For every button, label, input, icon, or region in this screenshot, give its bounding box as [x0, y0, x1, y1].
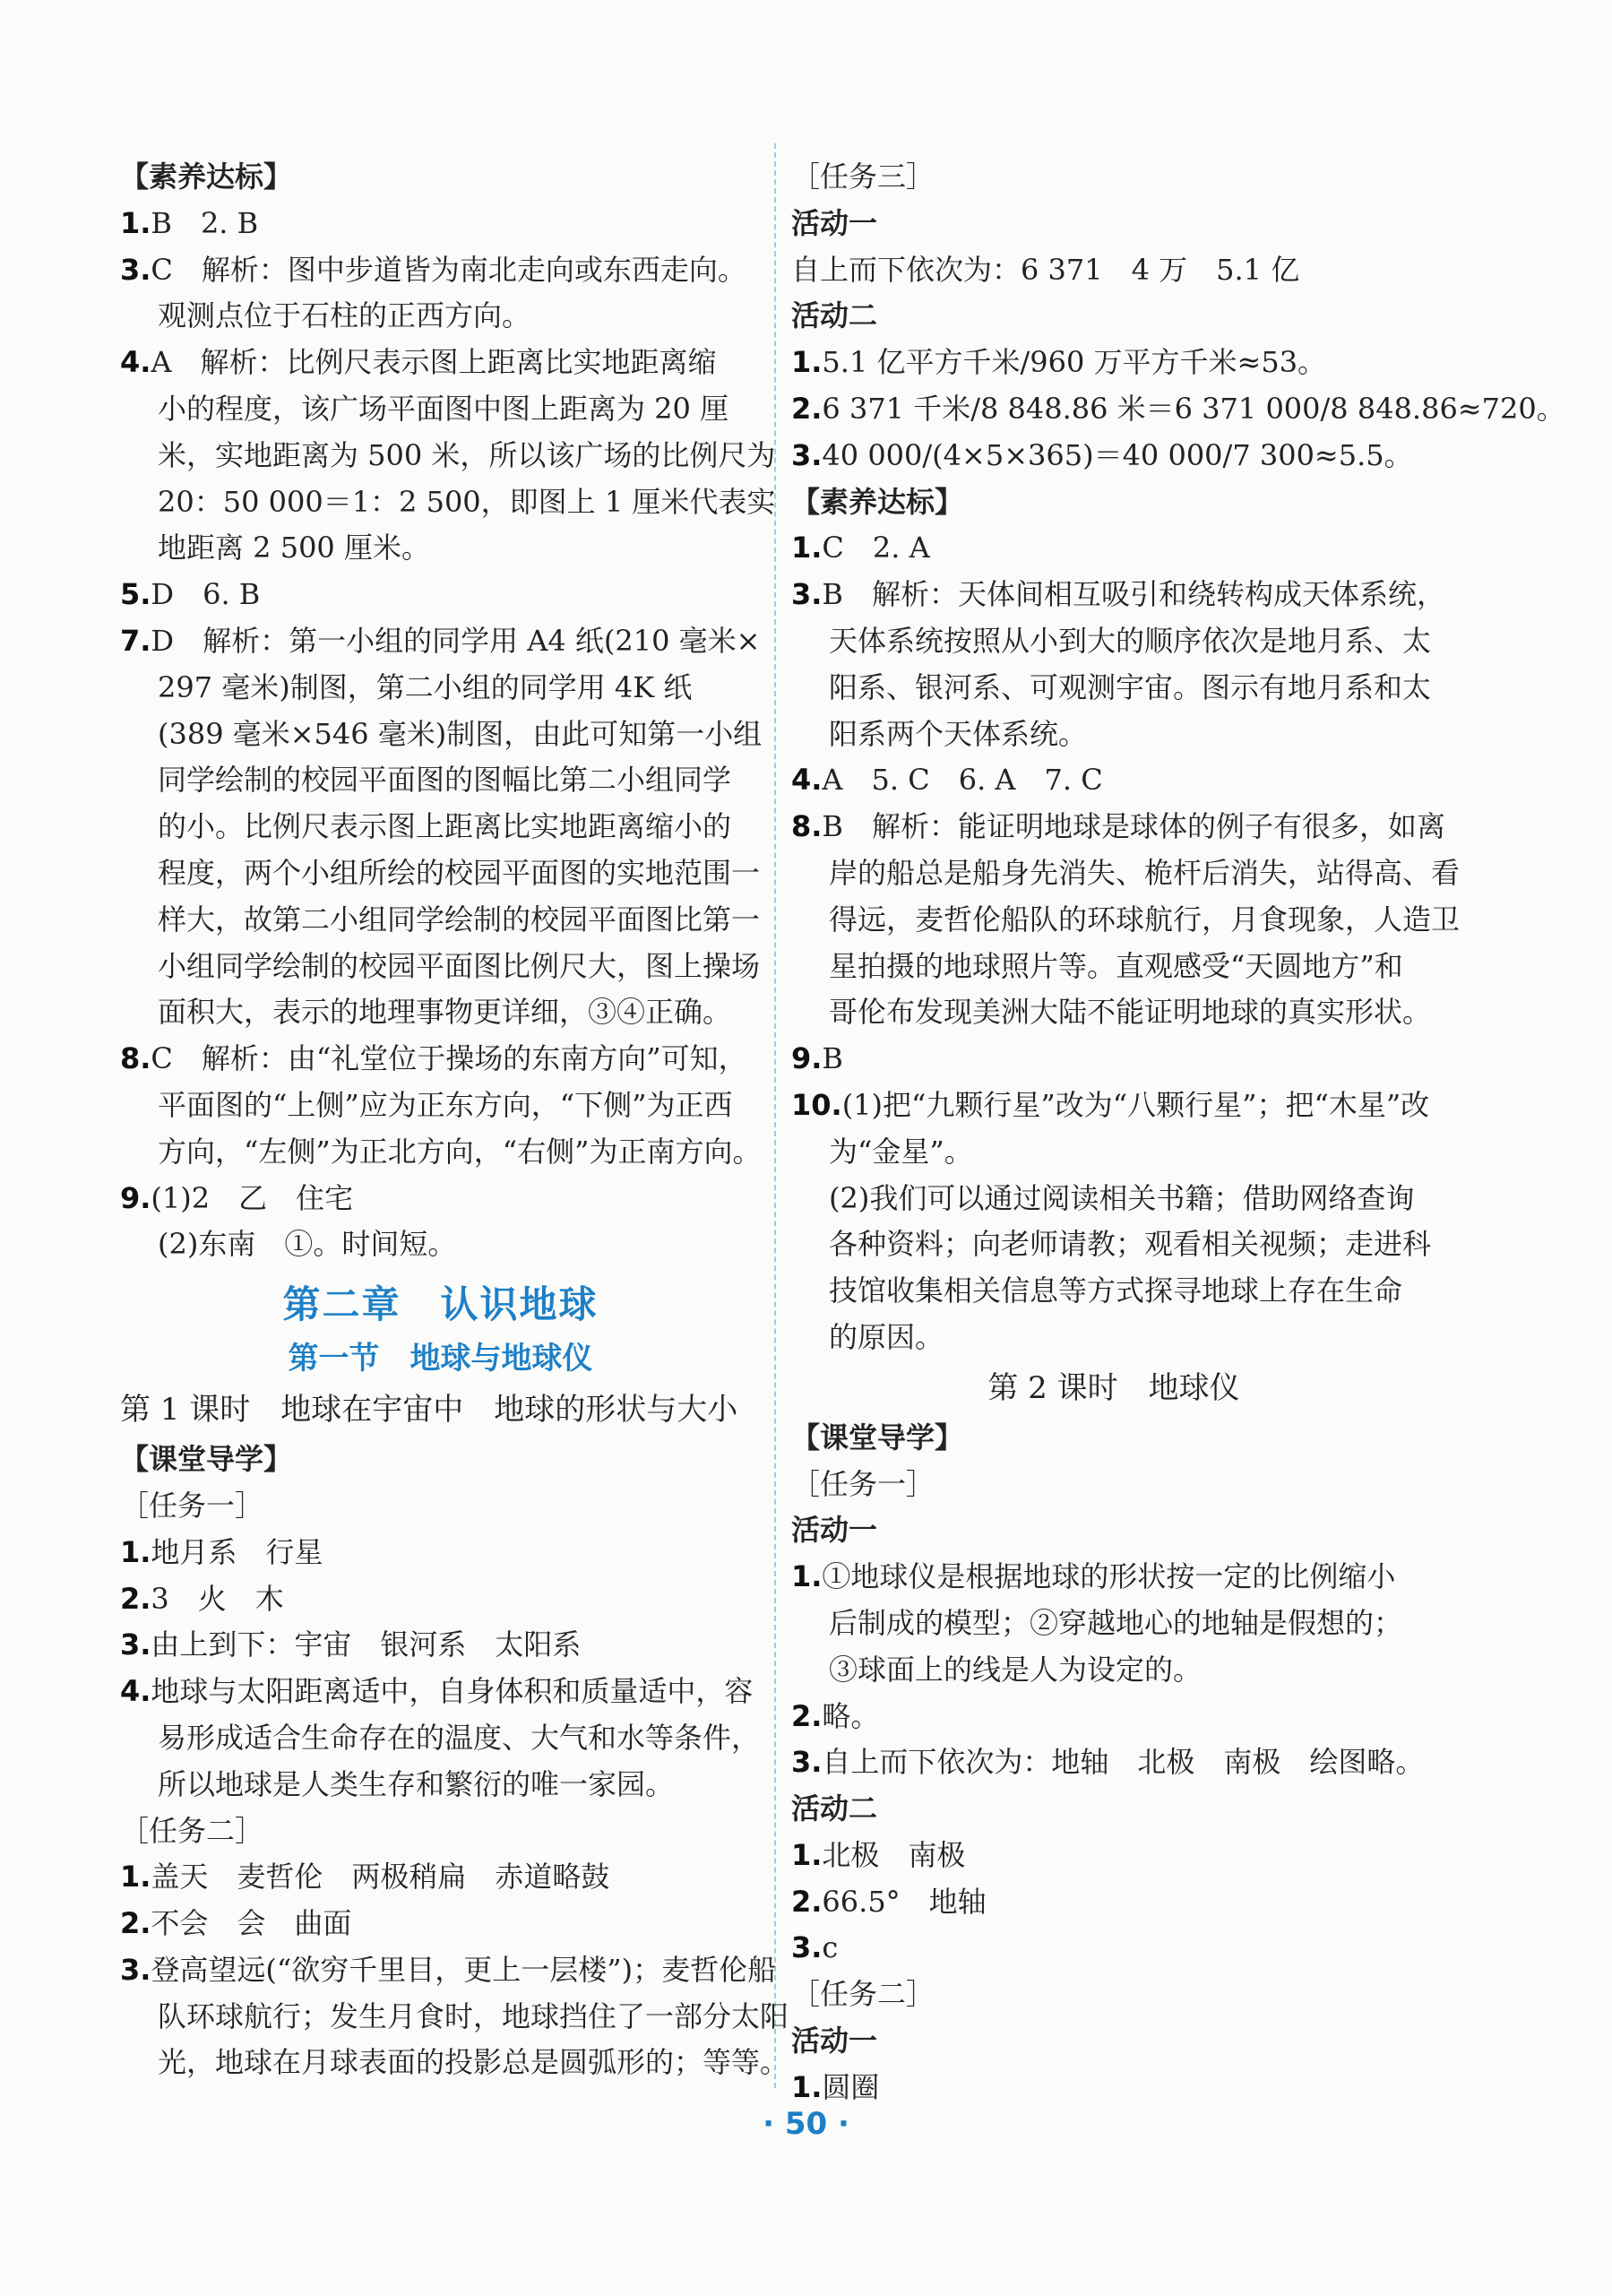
question-number: 2. — [120, 1906, 151, 1941]
answer-line — [120, 1176, 761, 1222]
answer-text: C 解析：图中步道皆为南北走向或东西走向。 — [151, 252, 746, 287]
answer-line — [120, 479, 776, 526]
answer-text: D 解析：第一小组的同学用 A4 纸(210 毫米× — [151, 623, 761, 658]
answer-text: 队环球航行；发生月食时，地球挡住了一部分太阳 — [158, 1998, 789, 2033]
answer-line — [791, 1268, 1436, 1315]
answer-line — [120, 1622, 761, 1669]
page-number: · 50 · — [763, 2106, 849, 2142]
task-heading: ［任务一］ — [120, 1488, 264, 1523]
answer-text: 的原因。 — [829, 1319, 944, 1354]
answer-text: 平面图的“上侧”应为正东方向，“下侧”为正西 — [158, 1087, 733, 1122]
question-number: 1. — [791, 2069, 823, 2104]
answer-line — [791, 757, 1436, 804]
answer-line — [120, 989, 761, 1036]
answer-text: ③球面上的线是人为设定的。 — [829, 1652, 1203, 1687]
answer-line — [120, 1083, 761, 1129]
answer-line — [120, 1854, 761, 1901]
question-number: 1. — [791, 1559, 823, 1594]
lesson-title: 第 2 课时 地球仪 — [987, 1369, 1240, 1406]
answer-text: 登高望远(“欲穷千里目，更上一层楼”)；麦哲伦船 — [151, 1952, 777, 1987]
activity-heading: 活动一 — [791, 2024, 878, 2059]
section-heading: 【课堂导学】 — [120, 1442, 293, 1477]
question-number: 5. — [120, 577, 151, 612]
answer-line — [791, 618, 1436, 665]
answer-line — [120, 1576, 761, 1623]
lesson-title: 第 1 课时 地球在宇宙中 地球的形状与大小 — [120, 1392, 738, 1429]
answer-line — [120, 618, 761, 665]
answer-line — [120, 804, 761, 850]
answer-line — [791, 944, 1436, 990]
answer-text: B 解析：能证明地球是球体的例子有很多，如离 — [822, 809, 1445, 844]
question-number: 3. — [120, 1627, 151, 1662]
question-number: 1. — [791, 531, 823, 565]
answer-line — [120, 1221, 761, 1268]
answer-text: 哥伦布发现美洲大陆不能证明地球的真实形状。 — [829, 995, 1432, 1030]
answer-text: 3 火 木 — [151, 1581, 284, 1616]
answer-text: 得远，麦哲伦船队的环球航行，月食现象，人造卫 — [829, 902, 1461, 937]
question-number: 2. — [791, 1884, 823, 1919]
answer-text: 为“金星”。 — [829, 1134, 973, 1169]
answer-text: C 解析：由“礼堂位于操场的东南方向”可知， — [151, 1041, 747, 1076]
question-number: 10. — [791, 1087, 842, 1122]
answer-text: 各种资料；向老师请教；观看相关视频；走进科 — [829, 1227, 1432, 1262]
answer-text: 北极 南极 — [822, 1837, 966, 1872]
task-heading: ［任务二］ — [791, 1977, 935, 2012]
answer-text: 5.1 亿平方千米/960 万平方千米≈53。 — [822, 345, 1327, 380]
answer-text: 样大，故第二小组同学绘制的校园平面图比第一 — [158, 902, 761, 937]
section-heading: 【课堂导学】 — [791, 1420, 964, 1454]
activity-heading: 活动二 — [791, 298, 878, 333]
answer-text: (2)我们可以通过阅读相关书籍；借助网络查询 — [829, 1180, 1415, 1215]
answer-text: 地月系 行星 — [151, 1534, 323, 1569]
answer-line — [120, 1715, 761, 1762]
answer-line — [120, 944, 761, 990]
answer-line — [791, 1554, 1436, 1601]
answer-text: 297 毫米)制图，第二小组的同学用 4K 纸 — [158, 669, 693, 704]
answer-text: 不会 会 曲面 — [151, 1906, 352, 1941]
answer-text: C 2. A — [822, 531, 930, 565]
answer-line — [120, 386, 761, 433]
answer-line — [120, 340, 761, 386]
answer-text: 程度，两个小组所绘的校园平面图的实地范围一 — [158, 855, 761, 890]
answer-line — [791, 1221, 1436, 1268]
left-column — [120, 154, 789, 2086]
answer-line — [791, 433, 1436, 479]
question-number: 7. — [120, 623, 151, 658]
answer-line — [120, 757, 761, 804]
answer-text: 面积大，表示的地理事物更详细，③④正确。 — [158, 995, 732, 1030]
answer-line — [120, 1947, 777, 1994]
task-heading: ［任务三］ — [791, 160, 935, 194]
question-number: 1. — [120, 1860, 151, 1895]
question-number: 3. — [791, 1930, 823, 1965]
question-number: 2. — [120, 1581, 151, 1616]
question-number: 9. — [120, 1180, 151, 1215]
answer-text: 地距离 2 500 厘米。 — [158, 531, 430, 565]
answer-line — [120, 1762, 761, 1808]
answer-text: 略。 — [822, 1698, 880, 1733]
question-number: 3. — [791, 577, 823, 612]
answer-text: (1)2 乙 住宅 — [151, 1180, 354, 1215]
answer-text: 的小。比例尺表示图上距离比实地距离缩小的 — [158, 809, 732, 844]
answer-line — [791, 712, 1436, 758]
answer-text: 易形成适合生命存在的温度、大气和水等条件， — [158, 1720, 761, 1755]
question-number: 4. — [120, 345, 151, 380]
question-number: 4. — [120, 1674, 151, 1709]
answer-line — [120, 201, 761, 247]
answer-line — [120, 525, 761, 572]
answer-line — [791, 1176, 1436, 1222]
answer-text: 后制成的模型；②穿越地心的地轴是假想的； — [829, 1605, 1403, 1640]
answer-text: 20：50 000＝1：2 500，即图上 1 厘米代表实 — [158, 484, 776, 519]
answer-text: 小组同学绘制的校园平面图比例尺大，图上操场 — [158, 948, 761, 983]
question-number: 4. — [791, 763, 823, 798]
answer-text: 岸的船总是船身先消失、桅杆后消失，站得高、看 — [829, 855, 1461, 890]
answer-line — [791, 1925, 1436, 1972]
answer-text: A 5. C 6. A 7. C — [822, 763, 1103, 798]
answer-line — [791, 665, 1436, 712]
section-title: 第一节 地球与地球仪 — [288, 1341, 593, 1377]
answer-line — [791, 386, 1565, 433]
answer-line — [791, 897, 1461, 944]
answer-text: 阳系、银河系、可观测宇宙。图示有地月系和太 — [829, 669, 1432, 704]
answer-text: 光，地球在月球表面的投影总是圆弧形的；等等。 — [158, 2045, 789, 2080]
answer-text: 所以地球是人类生存和繁衍的唯一家园。 — [158, 1766, 675, 1801]
answer-line — [120, 433, 776, 479]
answer-text: 自上而下依次为：地轴 北极 南极 绘图略。 — [822, 1745, 1425, 1780]
activity-heading: 活动一 — [791, 1513, 878, 1548]
answer-text: A 解析：比例尺表示图上距离比实地距离缩 — [151, 345, 717, 380]
answer-text: B 解析：天体间相互吸引和绕转构成天体系统， — [822, 577, 1445, 612]
question-number: 1. — [120, 1534, 151, 1569]
answer-text: D 6. B — [151, 577, 261, 612]
answer-text: B — [822, 1041, 843, 1076]
answer-text: ①地球仪是根据地球的形状按一定的比例缩小 — [822, 1559, 1396, 1594]
answer-line — [791, 1129, 1436, 1176]
answer-line — [120, 247, 761, 294]
chapter-title: 第二章 认识地球 — [282, 1282, 599, 1327]
answer-line — [120, 1036, 761, 1083]
answer-text: 地球与太阳距离适中，自身体积和质量适中，容 — [151, 1674, 754, 1709]
answer-text: 方向，“左侧”为正北方向，“右侧”为正南方向。 — [158, 1134, 762, 1169]
answer-line — [791, 989, 1436, 1036]
answer-line — [791, 1694, 1436, 1740]
answer-line — [120, 897, 761, 944]
question-number: 8. — [791, 809, 823, 844]
question-number: 8. — [120, 1041, 151, 1076]
answer-line — [791, 340, 1436, 386]
answer-line — [120, 1901, 761, 1947]
answer-line — [791, 1601, 1436, 1647]
answer-text: 圆圈 — [822, 2069, 880, 2104]
answer-text: 技馆收集相关信息等方式探寻地球上存在生命 — [829, 1273, 1403, 1308]
answer-text: B 2. B — [151, 205, 259, 240]
answer-text: 盖天 麦哲伦 两极稍扁 赤道略鼓 — [151, 1860, 610, 1895]
answer-line — [120, 1669, 761, 1715]
answer-line — [791, 1739, 1436, 1786]
answer-text: (389 毫米×546 毫米)制图，由此可知第一小组 — [158, 716, 763, 751]
answer-text: 米，实地距离为 500 米，所以该广场的比例尺为 — [158, 437, 776, 472]
question-number: 9. — [791, 1041, 823, 1076]
section-heading: 【素养达标】 — [120, 160, 293, 194]
question-number: 2. — [791, 391, 823, 426]
answer-text: 66.5° 地轴 — [822, 1884, 987, 1919]
answer-line — [120, 1994, 789, 2041]
answer-line — [120, 572, 761, 618]
question-number: 1. — [791, 345, 823, 380]
answer-text: 自上而下依次为：6 371 4 万 5.1 亿 — [791, 252, 1300, 287]
answer-line — [120, 2040, 789, 2086]
task-heading: ［任务一］ — [791, 1466, 935, 1501]
answer-text: 阳系两个天体系统。 — [829, 716, 1088, 751]
answer-text: 同学绘制的校园平面图的图幅比第二小组同学 — [158, 763, 732, 798]
answer-line — [791, 1036, 1436, 1083]
answer-line — [791, 1083, 1436, 1129]
answer-line — [120, 850, 761, 897]
answer-text: 观测点位于石柱的正西方向。 — [158, 298, 531, 333]
answer-line — [120, 1129, 761, 1176]
answer-text: 由上到下：宇宙 银河系 太阳系 — [151, 1627, 582, 1662]
question-number: 2. — [791, 1698, 823, 1733]
answer-line — [120, 1530, 761, 1576]
answer-line — [791, 572, 1445, 618]
answer-text: 天体系统按照从小到大的顺序依次是地月系、太 — [829, 623, 1432, 658]
answer-text: (1)把“九颗行星”改为“八颗行星”；把“木星”改 — [841, 1087, 1430, 1122]
answer-line — [791, 1647, 1436, 1694]
answer-text: 6 371 千米/8 848.86 米＝6 371 000/8 848.86≈720。 — [822, 391, 1565, 426]
answer-text: 小的程度，该广场平面图中图上距离为 20 厘 — [158, 391, 729, 426]
answer-line — [120, 665, 761, 712]
question-number: 3. — [120, 1952, 151, 1987]
answer-line — [791, 804, 1445, 850]
question-number: 3. — [791, 1745, 823, 1780]
answer-line — [791, 850, 1461, 897]
answer-text: 星拍摄的地球照片等。直观感受“天圆地方”和 — [829, 948, 1403, 983]
answer-line — [120, 293, 761, 340]
activity-heading: 活动一 — [791, 205, 878, 240]
task-heading: ［任务二］ — [120, 1813, 264, 1848]
activity-heading: 活动二 — [791, 1791, 878, 1826]
answer-line — [791, 1315, 1436, 1361]
answer-text: (2)东南 ①。时间短。 — [158, 1227, 457, 1262]
answer-line — [791, 525, 1436, 572]
answer-line — [791, 247, 1436, 294]
question-number: 3. — [120, 252, 151, 287]
answer-line — [120, 712, 761, 758]
question-number: 3. — [791, 437, 823, 472]
right-column — [791, 154, 1565, 2111]
answer-text: c — [822, 1930, 839, 1965]
question-number: 1. — [120, 205, 151, 240]
section-heading: 【素养达标】 — [791, 484, 964, 519]
answer-line — [791, 1879, 1436, 1926]
answer-line — [791, 2065, 1436, 2111]
answer-text: 40 000/(4×5×365)＝40 000/7 300≈5.5。 — [822, 437, 1413, 472]
question-number: 1. — [791, 1837, 823, 1872]
answer-line — [791, 1833, 1436, 1879]
